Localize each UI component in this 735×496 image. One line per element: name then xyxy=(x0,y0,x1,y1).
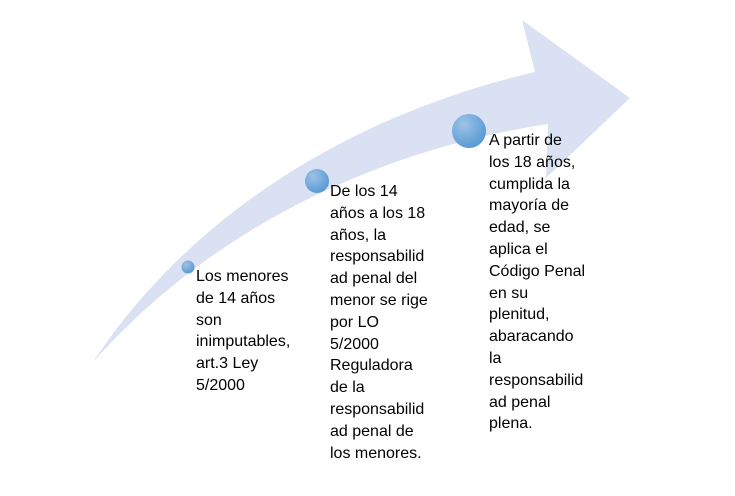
stage-3-marker xyxy=(452,114,486,148)
stage-2-text: De los 14 años a los 18 años, la responsabilid ad penal del menor se rige por LO 5/2000 Reguladora de la responsabilid ad penal de los menores. xyxy=(330,183,428,462)
stage-1-marker xyxy=(182,261,195,274)
stage-1-text: Los menores de 14 años son inimputables, art.3 Ley 5/2000 xyxy=(196,268,291,394)
stage-2-marker xyxy=(305,169,329,193)
stage-3-text: A partir de los 18 años, cumplida la mayoría de edad, se aplica el Código Penal en su plenitud, abaracando la responsabilid ad penal plena. xyxy=(489,132,586,433)
